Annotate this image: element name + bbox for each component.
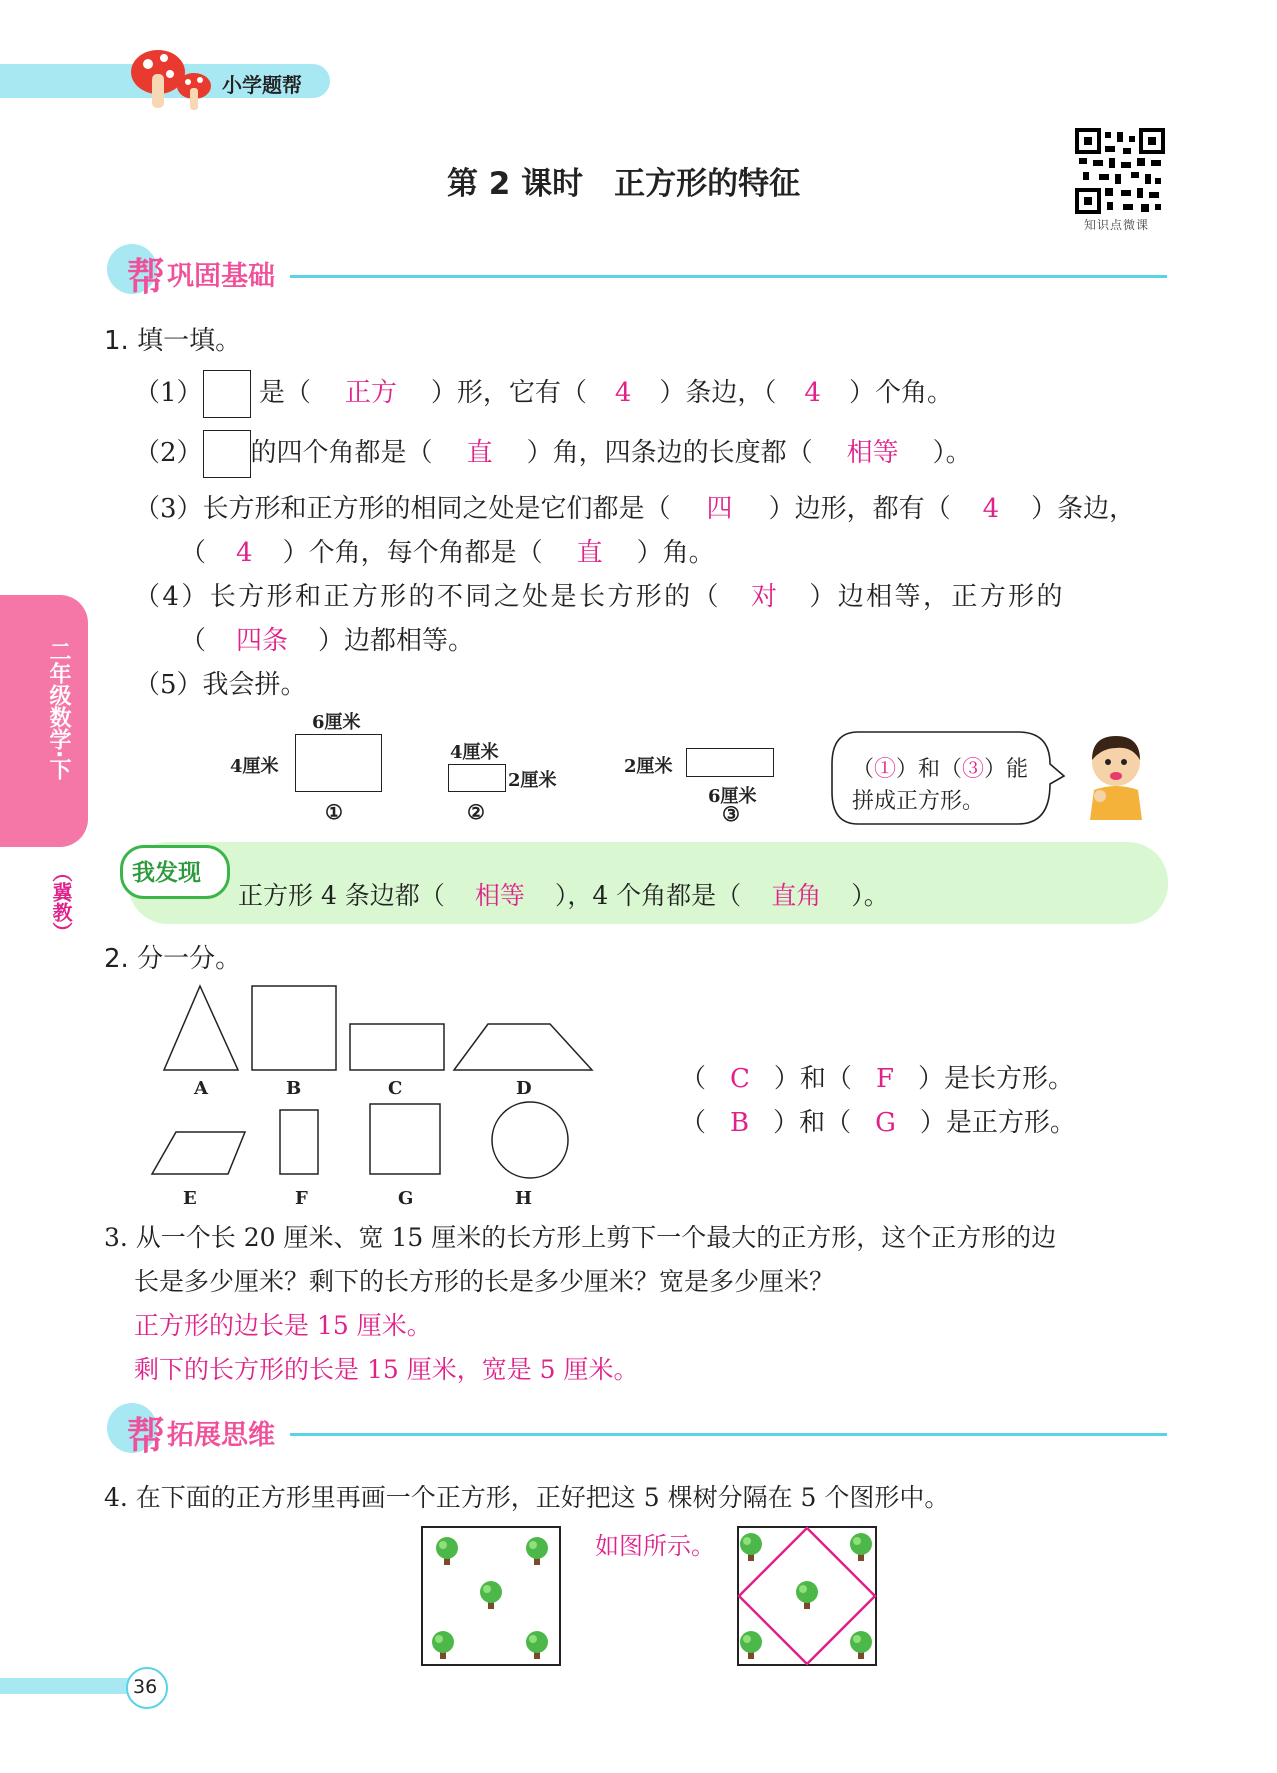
q2-text: ）和（ [773, 1108, 852, 1138]
answer: 相等 [846, 438, 899, 468]
q1-p3-text: （ [180, 538, 207, 568]
section-badge: 帮 [127, 1414, 166, 1458]
answer: ① [874, 757, 897, 782]
q1-p2-text: 的四个角都是（ [250, 438, 433, 468]
circle-shape [492, 1102, 568, 1178]
q1-p4-text: ）边相等，正方形的 [809, 582, 1065, 612]
triangle-shape [164, 986, 238, 1070]
q1-part5-title: （5）我会拼。 [134, 670, 307, 700]
q2-text: ）是长方形。 [917, 1064, 1074, 1094]
footer-band [0, 1678, 140, 1694]
answer: 直 [576, 538, 603, 568]
q1-p1-num: （1） [134, 378, 203, 408]
shape-label-e: E [183, 1188, 197, 1209]
rect3-side-label: 2厘米 [624, 756, 673, 777]
answer: C [730, 1064, 750, 1094]
q1-p2-text: ）。 [932, 438, 972, 468]
section-badge: 帮 [127, 255, 166, 299]
q1-p3-text: ）个角，每个角都是（ [282, 538, 543, 568]
q1-part3-line1 [134, 488, 1135, 525]
q1-p1-text: ）条边，（ [659, 378, 777, 408]
rect-figure-3 [686, 748, 774, 777]
rect2-top-label: 4厘米 [450, 742, 499, 763]
q1-p1-text: ）形，它有（ [430, 378, 587, 408]
rect1-number: ① [325, 800, 343, 824]
answer: 直 [466, 438, 493, 468]
answer: 四 [706, 494, 733, 524]
q1-part2 [134, 430, 972, 478]
q1-p4-text: （4）长方形和正方形的不同之处是长方形的（ [134, 582, 721, 612]
discover-text [238, 876, 889, 912]
shape-label-a: A [194, 1078, 208, 1099]
q1-part4-line2 [180, 620, 474, 657]
bubble-text-1 [852, 752, 1028, 783]
rect-figure-1 [295, 734, 382, 792]
q1-title: 1. 填一填。 [104, 326, 242, 356]
rect2-number: ② [467, 800, 485, 824]
answer: 4 [804, 378, 821, 408]
rect3-number: ③ [722, 802, 740, 826]
q2-text: （ [680, 1108, 707, 1138]
answer: 直角 [771, 881, 822, 910]
tree-square-original [420, 1525, 562, 1667]
q1-p2-text: ）角，四条边的长度都（ [526, 438, 813, 468]
qr-caption: 知识点微课 [1084, 218, 1150, 232]
answer: G [875, 1108, 896, 1138]
answer: 四条 [236, 626, 289, 656]
side-tab-grade: 二年级数学·下 [46, 640, 71, 781]
shape-label-d: D [516, 1078, 532, 1099]
discover-text-part: ），4 个角都是（ [554, 881, 742, 910]
q1-p3-text: ）边形，都有（ [768, 494, 951, 524]
q2-text: ）和（ [773, 1064, 852, 1094]
q1-p3-text: （3）长方形和正方形的相同之处是它们都是（ [134, 494, 671, 524]
q4-answer: 如图所示。 [595, 1532, 715, 1560]
rect1-top-label: 6厘米 [312, 712, 361, 733]
q3-answer2: 剩下的长方形的长是 15 厘米，宽是 5 厘米。 [134, 1355, 639, 1384]
q3-line2: 长是多少厘米？剩下的长方形的长是多少厘米？宽是多少厘米？ [134, 1267, 835, 1296]
q1-p3-text: ）角。 [636, 538, 715, 568]
boy-character-icon [1080, 730, 1152, 820]
square-shape-b [252, 986, 336, 1070]
parallelogram-shape [152, 1132, 245, 1174]
answer: 4 [236, 538, 253, 568]
rect1-side-label: 4厘米 [230, 756, 279, 777]
qr-code-icon [1075, 128, 1165, 214]
tree-square-answer [736, 1525, 878, 1667]
discover-text-part: ）。 [851, 881, 889, 910]
bubble-text: ）和（ [896, 757, 963, 782]
shape-label-c: C [388, 1078, 403, 1099]
rect-figure-2 [448, 764, 506, 792]
q1-part3-line2 [180, 532, 715, 569]
q1-part1 [134, 370, 953, 418]
brand-name: 小学题帮 [222, 73, 302, 97]
q2-text: （ [680, 1064, 707, 1094]
q1-p1-text: 是（ [258, 378, 311, 408]
answer: 4 [614, 378, 632, 408]
q1-p3-text: ）条边， [1031, 494, 1136, 524]
discover-text-part: 正方形 4 条边都（ [238, 881, 445, 910]
shape-label-b: B [286, 1078, 302, 1099]
section-title: 巩固基础 [167, 261, 275, 292]
rect2-side-label: 2厘米 [508, 770, 557, 791]
q1-p1-text: ）个角。 [848, 378, 953, 408]
bubble-text-2: 拼成正方形。 [852, 789, 985, 814]
q2-answer-rect [680, 1058, 1074, 1095]
answer: B [730, 1108, 750, 1138]
q4-text: 4. 在下面的正方形里再画一个正方形，正好把这 5 棵树分隔在 5 个图形中。 [104, 1483, 950, 1512]
section-extend-line [290, 1433, 1167, 1436]
q2-answer-square [680, 1102, 1076, 1139]
bubble-text: ）能 [984, 757, 1029, 782]
shape-label-f: F [295, 1188, 308, 1209]
page-number: 36 [133, 1676, 158, 1698]
bubble-text: （ [852, 757, 875, 782]
mushroom-logo-icon [128, 44, 218, 114]
answer: 对 [750, 582, 780, 612]
q1-p2-num: （2） [134, 438, 203, 468]
q3-answer1: 正方形的边长是 15 厘米。 [134, 1311, 432, 1340]
section-title: 拓展思维 [167, 1420, 275, 1451]
answer: 4 [982, 494, 1000, 524]
square-figure [203, 430, 251, 478]
shape-label-g: G [398, 1188, 414, 1209]
q1-p4-text: ）边都相等。 [318, 626, 475, 656]
answer: F [875, 1064, 894, 1094]
page-title: 第 2 课时 正方形的特征 [447, 166, 801, 202]
q3-line1: 3. 从一个长 20 厘米、宽 15 厘米的长方形上剪下一个最大的正方形，这个正方形的边 [104, 1223, 1057, 1252]
answer: 相等 [474, 881, 525, 910]
rectangle-shape-f [280, 1110, 318, 1174]
q2-text: ）是正方形。 [919, 1108, 1076, 1138]
section-basic-line [290, 275, 1167, 278]
shape-label-h: H [515, 1188, 533, 1209]
square-figure [203, 370, 251, 418]
rectangle-shape-c [350, 1024, 444, 1070]
discover-badge: 我发现 [132, 860, 201, 886]
answer: ③ [962, 757, 985, 782]
side-tab-edition: （冀教） [49, 862, 73, 942]
answer: 正方 [344, 378, 397, 408]
q1-part4-line1 [134, 576, 1065, 613]
square-shape-g [370, 1104, 440, 1174]
rect3-bottom-label: 6厘米 [708, 786, 757, 807]
trapezoid-shape [454, 1024, 592, 1070]
q2-title: 2. 分一分。 [104, 944, 242, 974]
q1-p4-text: （ [180, 626, 207, 656]
